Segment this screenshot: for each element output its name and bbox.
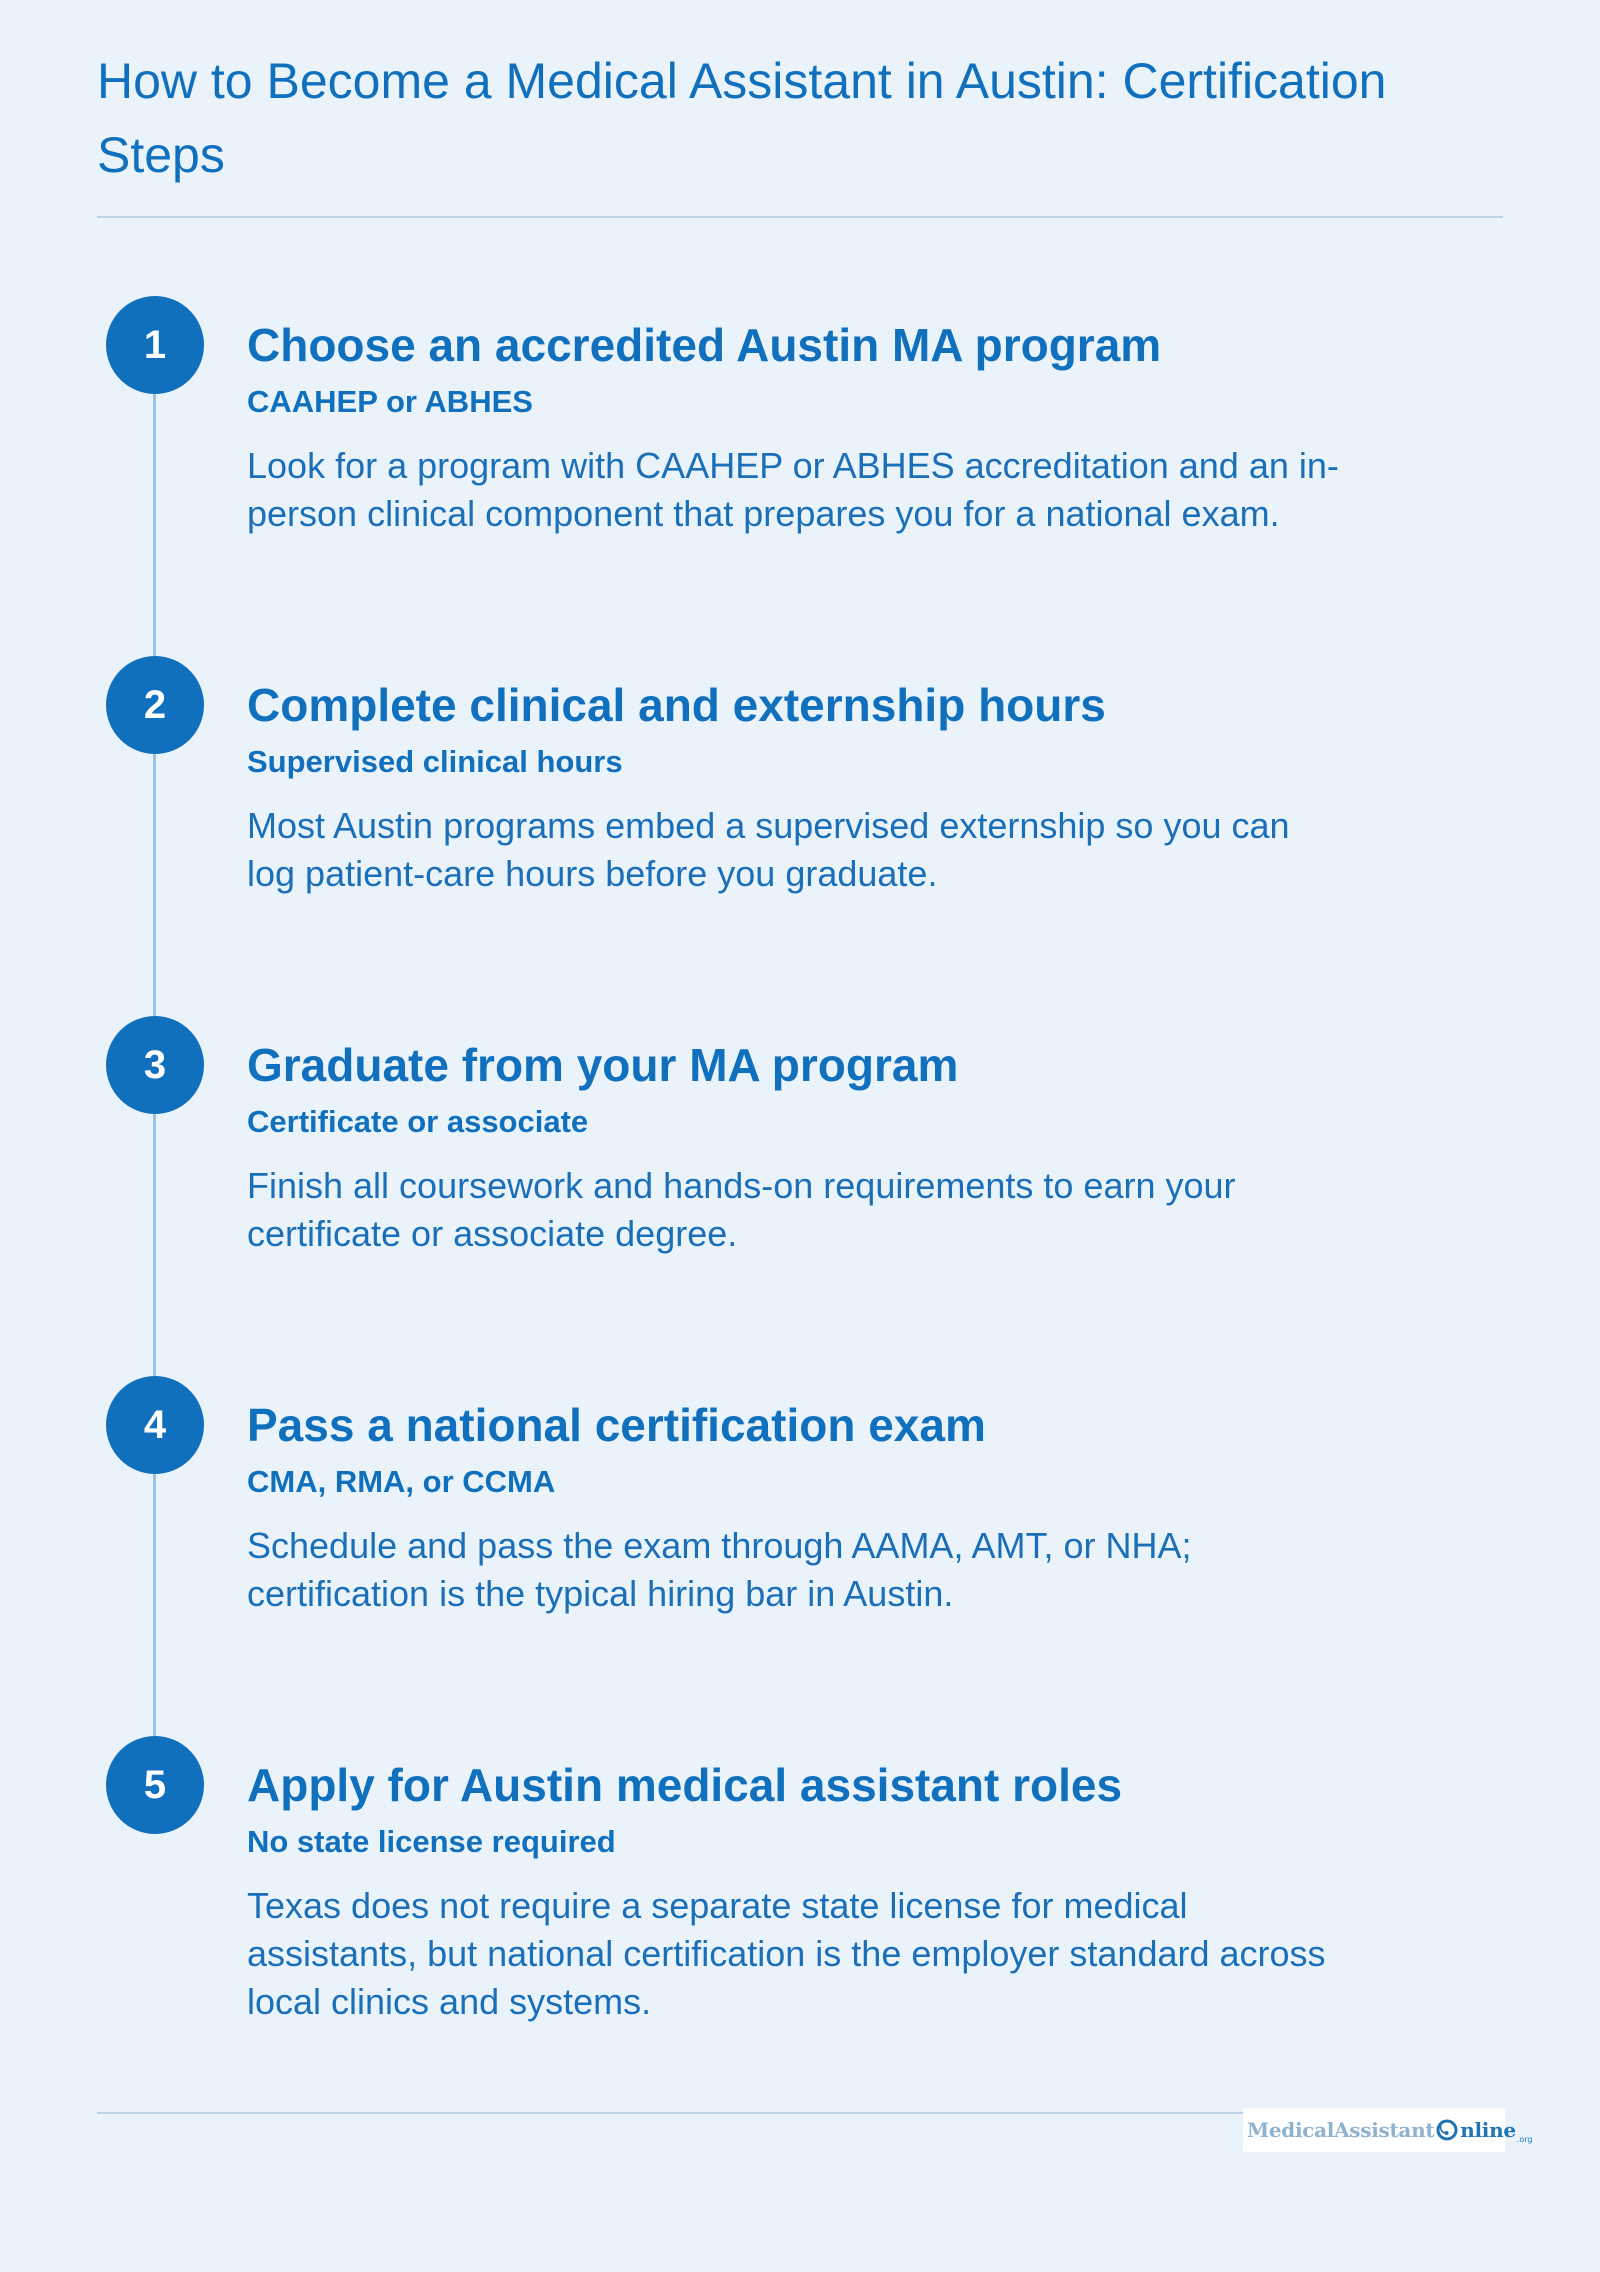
step-title: Apply for Austin medical assistant roles [247, 1759, 1123, 1811]
step-1 [0, 296, 1600, 596]
step-description: Most Austin programs embed a supervised externship so you can log patient-care hours before you graduate. [247, 805, 1290, 894]
step-title: Choose an accredited Austin MA program [247, 319, 1162, 371]
logo-text-online: nline [1460, 2118, 1516, 2142]
step-description: Schedule and pass the exam through AAMA, AMT, or NHA; certification is the typical hiring bar in Austin. [247, 1525, 1192, 1614]
logo-text-domain: .org [1516, 2135, 1533, 2144]
stethoscope-o-icon [1435, 2118, 1459, 2142]
header-divider [97, 216, 1503, 218]
step-number-badge: 2 [106, 656, 204, 754]
step-title: Complete clinical and externship hours [247, 679, 1106, 731]
step-3 [0, 1016, 1600, 1316]
step-number-badge: 4 [106, 1376, 204, 1474]
step-description: Finish all coursework and hands-on requirements to earn your certificate or associate degree. [247, 1165, 1236, 1254]
step-5 [0, 1736, 1600, 2036]
step-4 [0, 1376, 1600, 1676]
step-title: Pass a national certification exam [247, 1399, 986, 1451]
step-subtitle: Certificate or associate [247, 1104, 589, 1139]
step-description: Look for a program with CAAHEP or ABHES accreditation and an in-person clinical component that prepares you for a national exam. [247, 445, 1339, 534]
step-number-badge: 5 [106, 1736, 204, 1834]
step-subtitle: Supervised clinical hours [247, 744, 623, 779]
step-subtitle: CMA, RMA, or CCMA [247, 1464, 556, 1499]
page-title: How to Become a Medical Assistant in Austin: Certification Steps [97, 53, 1387, 183]
step-subtitle: No state license required [247, 1824, 616, 1859]
step-title: Graduate from your MA program [247, 1039, 959, 1091]
logo-text-medicalassistant: MedicalAssistant [1247, 2118, 1435, 2142]
step-description: Texas does not require a separate state license for medical assistants, but national certification is the employer standard across local clinics and systems. [247, 1885, 1326, 2022]
step-number-badge: 1 [106, 296, 204, 394]
brand-logo [1243, 2108, 1533, 2152]
step-subtitle: CAAHEP or ABHES [247, 384, 533, 419]
step-2 [0, 656, 1600, 956]
step-number-badge: 3 [106, 1016, 204, 1114]
